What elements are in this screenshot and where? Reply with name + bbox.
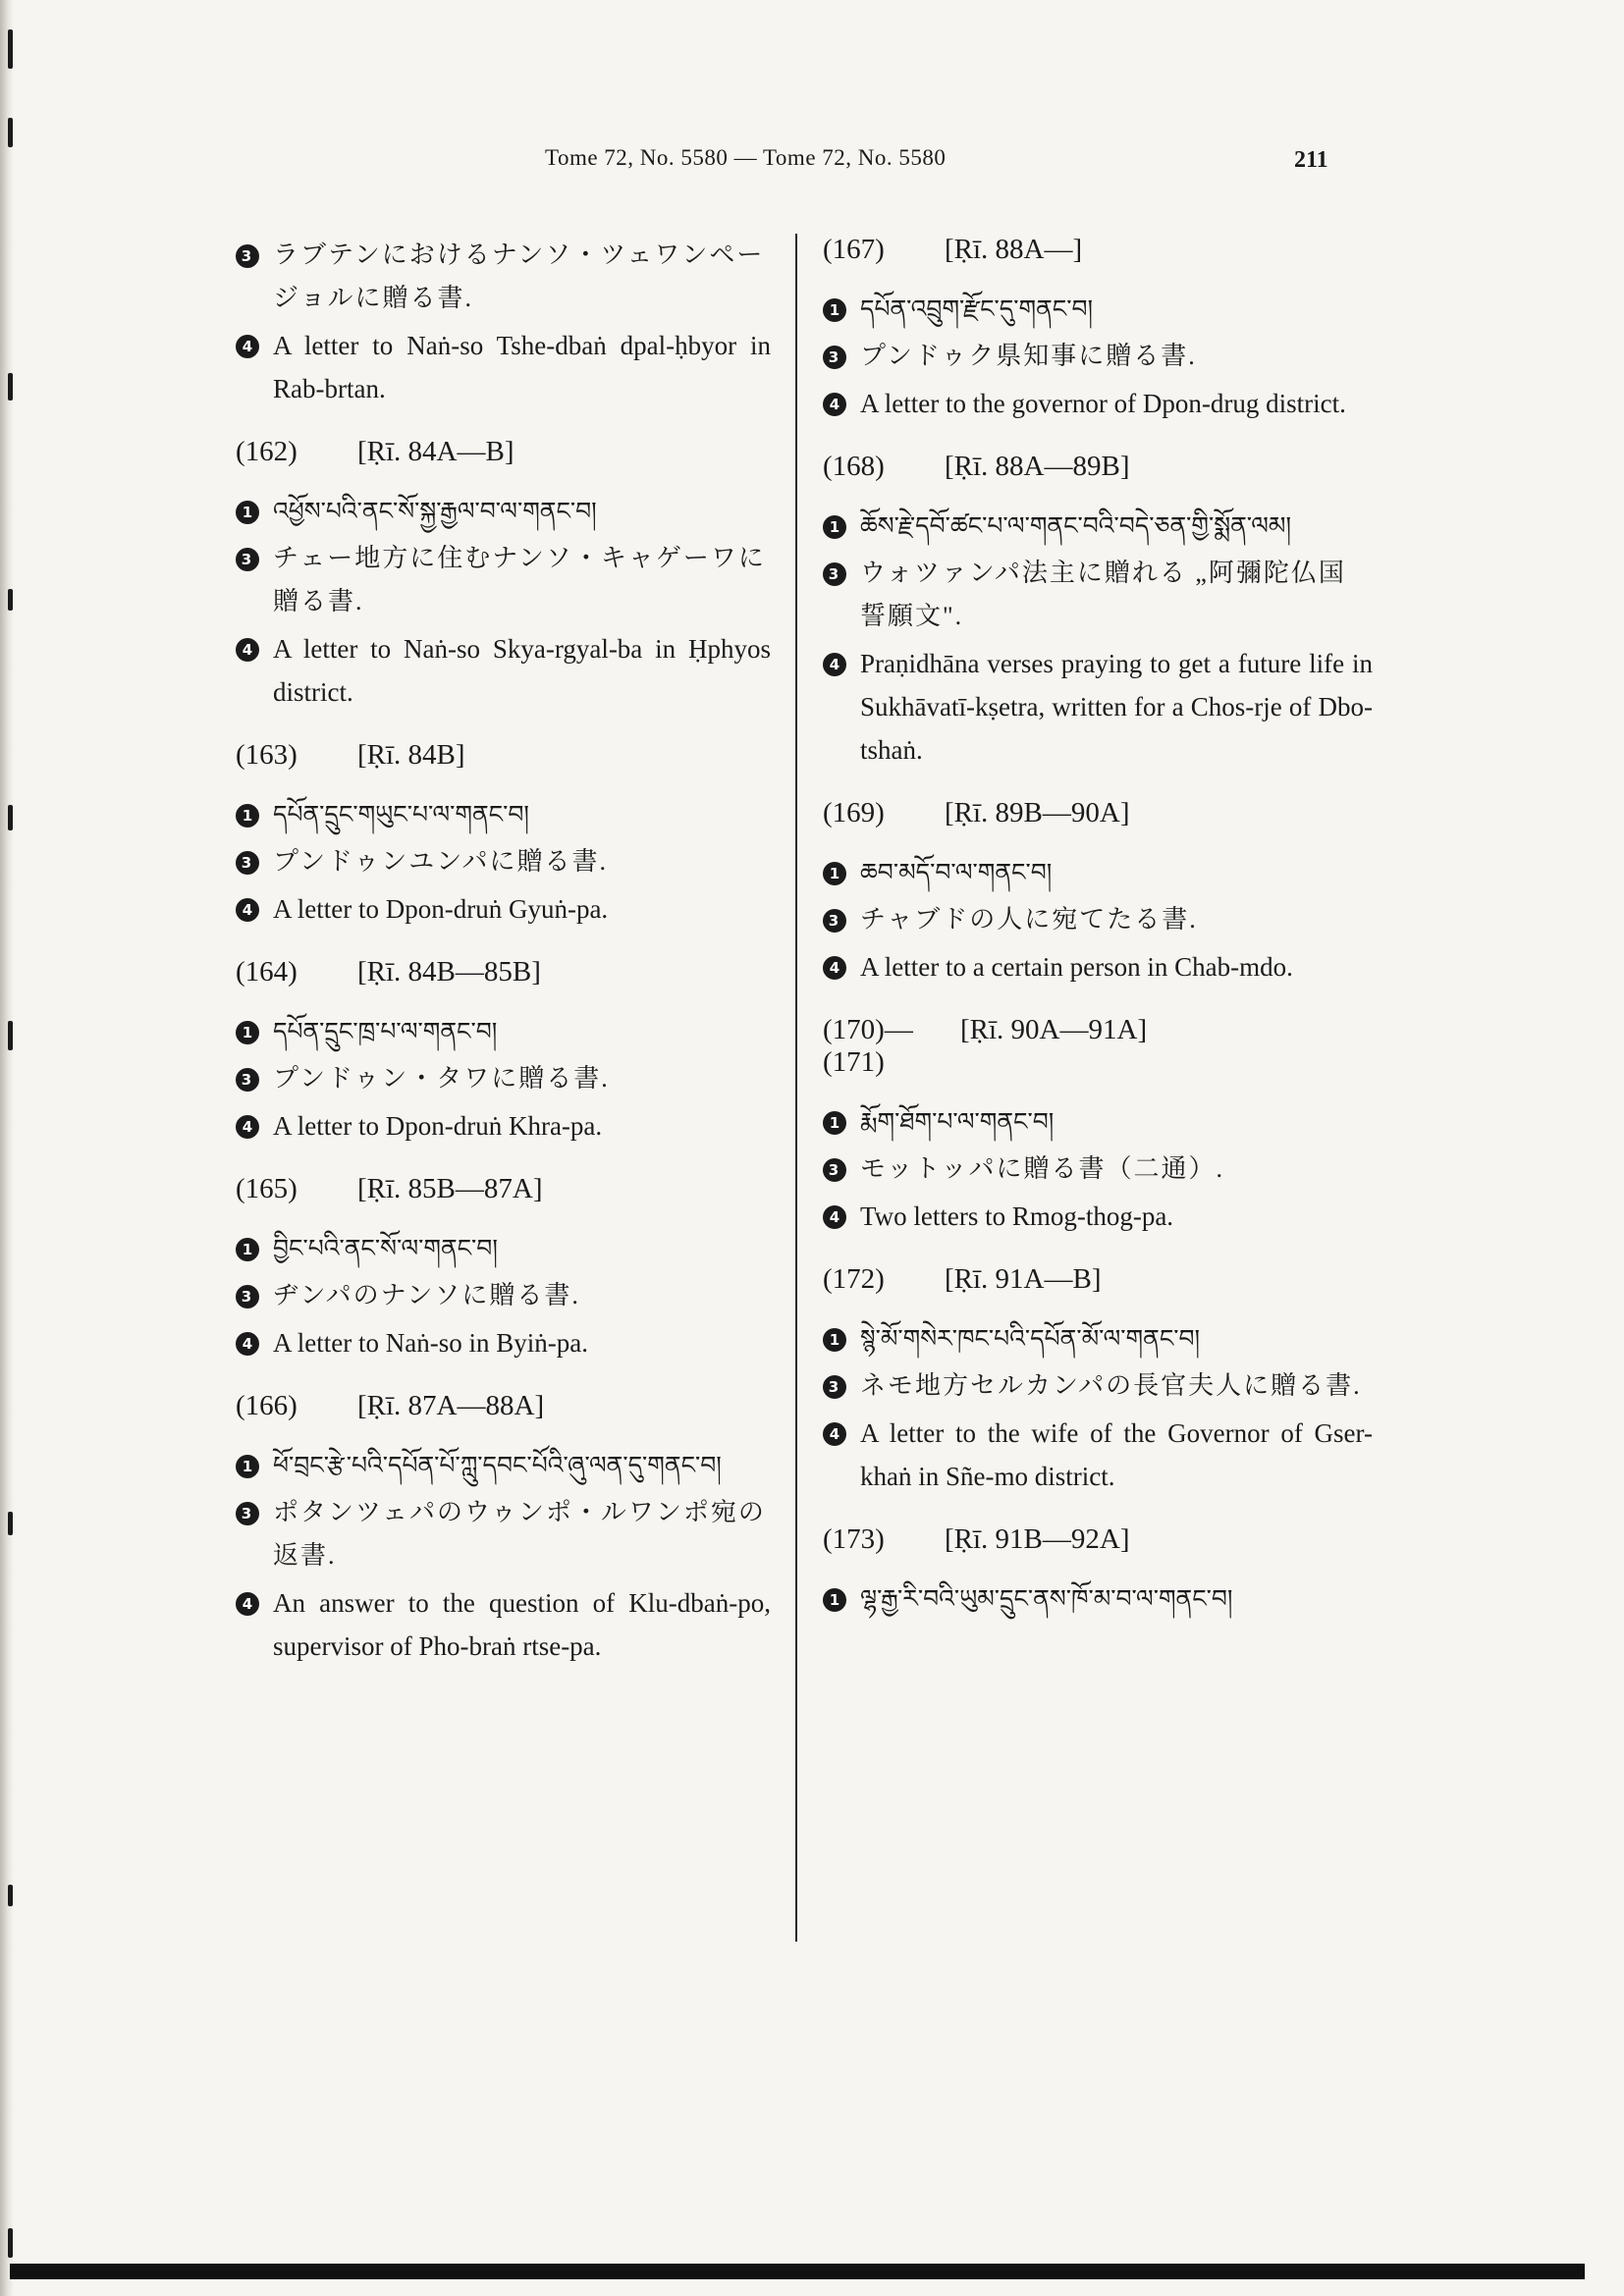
marker-1-icon: 1 <box>236 804 259 828</box>
entry-heading: (165) [Ṛī. 85B—87A] <box>236 1173 543 1204</box>
marker-3-icon: 3 <box>823 346 846 369</box>
marker-4-icon: 4 <box>823 393 846 416</box>
entry-heading: (164) [Ṛī. 84B—85B] <box>236 956 541 988</box>
english-line: 4 A letter to Naṅ-so Tshe-dbaṅ dpal-ḥbyor in Rab-brtan. <box>236 324 771 410</box>
scan-edge-mark <box>8 1021 13 1050</box>
entry-heading: (162) [Ṛī. 84A—B] <box>236 436 514 467</box>
marker-3-icon: 3 <box>236 851 259 875</box>
marker-3-icon: 3 <box>823 909 846 933</box>
tibetan-line: 1 ཆོས་རྗེ་དབོ་ཚང་པ་ལ་གནང་བའི་བདེ་ཅན་གྱི་སྨོན་ལམ། <box>823 505 1373 548</box>
tibetan-line: 1 དཔོན་འབྲུག་རྫོང་དུ་གནང་བ། <box>823 288 1373 331</box>
japanese-line: 3 プンドゥク県知事に贈る書. <box>823 335 1373 378</box>
marker-4-icon: 4 <box>823 1205 846 1229</box>
marker-4-icon: 4 <box>823 653 846 676</box>
entry-168 <box>823 451 1373 772</box>
scan-edge-mark <box>8 1885 13 1906</box>
japanese-line: 3 ラブテンにおけるナンソ・ツェワンページョルに贈る書. <box>236 234 771 320</box>
scan-edge-mark <box>8 118 13 147</box>
marker-4-icon: 4 <box>823 1422 846 1446</box>
japanese-line: 3 チェー地方に住むナンソ・キャゲーワに贈る書. <box>236 537 771 623</box>
marker-1-icon: 1 <box>236 1238 259 1261</box>
marker-3-icon: 3 <box>823 1158 846 1182</box>
japanese-line: 3 ポタンツェパのウゥンポ・ルワンポ宛の返書. <box>236 1491 771 1577</box>
column-divider <box>795 234 797 1942</box>
scan-edge-mark <box>8 589 13 611</box>
marker-3-icon: 3 <box>236 244 259 268</box>
marker-1-icon: 1 <box>823 1111 846 1135</box>
marker-1-icon: 1 <box>823 515 846 539</box>
tibetan-line: 1 དཔོན་དྲུང་ཁྲ་པ་ལ་གནང་བ། <box>236 1010 771 1053</box>
marker-3-icon: 3 <box>823 562 846 586</box>
tibetan-line: 1 བྱིང་པའི་ནང་སོ་ལ་གནང་བ། <box>236 1227 771 1270</box>
tibetan-line: 1 ཕོ་བྲང་རྩེ་པའི་དཔོན་པོ་ཀླུ་དབང་པོའི་ཞུ་ལན་དུ་གནང་བ། <box>236 1444 771 1487</box>
marker-3-icon: 3 <box>236 1285 259 1308</box>
entry-heading: (166) [Ṛī. 87A—88A] <box>236 1390 545 1421</box>
english-line: 4 A letter to Dpon-druṅ Khra-pa. <box>236 1104 771 1148</box>
left-column <box>236 234 771 1693</box>
tibetan-line: 1 རྨོག་ཐོག་པ་ལ་གནང་བ། <box>823 1100 1373 1144</box>
entry-162 <box>236 436 771 714</box>
right-column <box>823 234 1373 1646</box>
marker-4-icon: 4 <box>236 898 259 922</box>
marker-1-icon: 1 <box>236 501 259 524</box>
entry-173 <box>823 1523 1373 1621</box>
japanese-line: 3 モットッパに贈る書（二通）. <box>823 1148 1373 1191</box>
marker-3-icon: 3 <box>823 1375 846 1399</box>
page-number: 211 <box>1294 147 1328 173</box>
english-line: 4 A letter to a certain person in Chab-mdo. <box>823 945 1373 988</box>
entry-heading: (163) [Ṛī. 84B] <box>236 739 465 771</box>
japanese-line: 3 ネモ地方セルカンパの長官夫人に贈る書. <box>823 1364 1373 1408</box>
marker-4-icon: 4 <box>823 956 846 980</box>
entry-161-cont <box>236 234 771 410</box>
tibetan-line: 1 དཔོན་དྲུང་གཡུང་པ་ལ་གནང་བ། <box>236 793 771 836</box>
entry-heading: (169) [Ṛī. 89B—90A] <box>823 797 1130 828</box>
japanese-line: 3 ウォツァンパ法主に贈れる „阿彌陀仏国誓願文". <box>823 552 1373 638</box>
tibetan-line: 1 སྙེ་མོ་གསེར་ཁང་པའི་དཔོན་མོ་ལ་གནང་བ། <box>823 1317 1373 1361</box>
tibetan-line: 1 ལྷ་རྒྱ་རི་བའི་ཡུམ་དྲུང་ནས་ཁོ་མ་བ་ལ་གནང་བ། <box>823 1577 1373 1621</box>
scan-edge-mark <box>8 373 13 400</box>
scan-edge-mark <box>8 1512 13 1535</box>
japanese-line: 3 チャブドの人に宛てたる書. <box>823 898 1373 941</box>
marker-4-icon: 4 <box>236 1332 259 1356</box>
entry-167 <box>823 234 1373 425</box>
entry-172 <box>823 1263 1373 1498</box>
english-line: 4 A letter to the governor of Dpon-drug district. <box>823 382 1373 425</box>
tibetan-line: 1 ཆབ་མདོ་བ་ལ་གནང་བ། <box>823 851 1373 894</box>
english-line: 4 Praṇidhāna verses praying to get a future life in Sukhāvatī-kṣetra, written for a Chos-rje of Dbo-tshaṅ. <box>823 642 1373 772</box>
entry-170-171 <box>823 1014 1373 1238</box>
entry-heading: (168) [Ṛī. 88A—89B] <box>823 451 1130 482</box>
entry-165 <box>236 1173 771 1364</box>
entry-heading: (167) [Ṛī. 88A—] <box>823 234 1083 265</box>
english-line: 4 A letter to Dpon-druṅ Gyuṅ-pa. <box>236 887 771 931</box>
entry-166 <box>236 1390 771 1668</box>
english-line: 4 A letter to the wife of the Governor of Gser-khaṅ in Sñe-mo district. <box>823 1412 1373 1498</box>
scan-bottom-bar <box>10 2264 1585 2279</box>
marker-1-icon: 1 <box>823 1328 846 1352</box>
marker-3-icon: 3 <box>236 1068 259 1092</box>
marker-3-icon: 3 <box>236 1502 259 1525</box>
english-line: 4 An answer to the question of Klu-dbaṅ-po, supervisor of Pho-braṅ rtse-pa. <box>236 1581 771 1668</box>
marker-4-icon: 4 <box>236 638 259 662</box>
marker-1-icon: 1 <box>823 862 846 885</box>
scan-edge-mark <box>8 29 13 69</box>
scan-edge-mark <box>8 805 13 830</box>
marker-1-icon: 1 <box>823 298 846 322</box>
marker-1-icon: 1 <box>823 1588 846 1612</box>
entry-heading: (170)—(171) [Ṛī. 90A—91A] <box>823 1014 1148 1078</box>
marker-1-icon: 1 <box>236 1455 259 1478</box>
entry-heading: (172) [Ṛī. 91A—B] <box>823 1263 1102 1295</box>
japanese-line: 3 プンドゥン・タワに贈る書. <box>236 1057 771 1100</box>
english-line: 4 Two letters to Rmog-thog-pa. <box>823 1195 1373 1238</box>
marker-4-icon: 4 <box>236 335 259 358</box>
english-line: 4 A letter to Naṅ-so Skya-rgyal-ba in Ḥphyos district. <box>236 627 771 714</box>
japanese-line: 3 プンドゥンユンパに贈る書. <box>236 840 771 883</box>
entry-heading: (173) [Ṛī. 91B—92A] <box>823 1523 1130 1555</box>
marker-4-icon: 4 <box>236 1592 259 1616</box>
japanese-line: 3 ヂンパのナンソに贈る書. <box>236 1274 771 1317</box>
marker-3-icon: 3 <box>236 548 259 571</box>
marker-4-icon: 4 <box>236 1115 259 1139</box>
entry-163 <box>236 739 771 931</box>
entry-169 <box>823 797 1373 988</box>
running-header: Tome 72, No. 5580 — Tome 72, No. 5580 <box>545 145 947 170</box>
scan-left-edge <box>0 0 14 2296</box>
tibetan-line: 1 འཕྱོས་པའི་ནང་སོ་སྐྱ་རྒྱལ་བ་ལ་གནང་བ། <box>236 490 771 533</box>
marker-1-icon: 1 <box>236 1021 259 1044</box>
english-line: 4 A letter to Naṅ-so in Byiṅ-pa. <box>236 1321 771 1364</box>
scan-edge-mark <box>8 2228 13 2258</box>
entry-164 <box>236 956 771 1148</box>
